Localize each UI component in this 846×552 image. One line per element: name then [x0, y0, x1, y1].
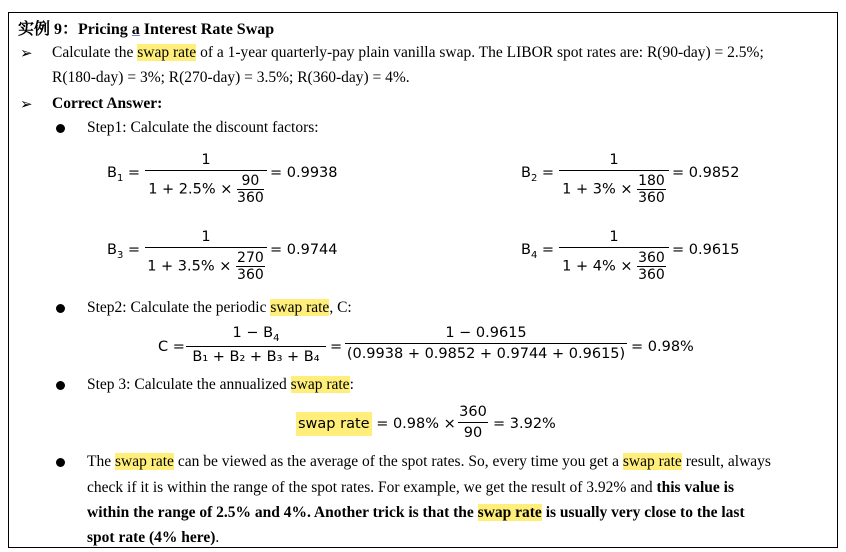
swap-fraction: 360 90	[459, 404, 487, 441]
arrow-bullet-icon: ➢	[20, 97, 33, 113]
c-equals: =	[330, 339, 343, 355]
b1-result: = 0.9938	[270, 165, 338, 181]
swap-result: = 3.92%	[493, 416, 556, 432]
bullet-icon	[56, 458, 65, 467]
cropped-top-text	[560, 0, 830, 4]
b2-result: = 0.9852	[672, 165, 740, 181]
step3-text: Step 3: Calculate the annualized swap rate:	[87, 376, 354, 393]
swap-formula: swap rate = 0.98% ×	[296, 416, 456, 432]
note-line-3: within the range of 2.5% and 4%. Another trick is that the swap rate is usually very close to the last	[87, 504, 745, 521]
b1-fraction: 1 1 + 2.5% × $\frac{90}{360}$	[145, 152, 267, 206]
b1-label: $B_1$ =	[107, 165, 141, 184]
c-lhs: C =	[158, 339, 185, 355]
arrow-bullet-icon: ➢	[20, 46, 33, 62]
note-line-2: check if it is within the range of the spot rates. For example, we get the result of 3.92% and this value is	[87, 479, 734, 496]
bullet-icon	[56, 124, 65, 133]
b4-fraction: 1 1 + 4% × $\frac{360}{360}$	[559, 229, 669, 283]
page-title: 实例 9：Pricing a Interest Rate Swap	[18, 21, 275, 38]
note-line-4: spot rate (4% here).	[87, 529, 220, 546]
answer-label: Correct Answer:	[52, 95, 163, 112]
note-line-1: The swap rate can be viewed as the average of the spot rates. So, every time you get a swap rate result, always	[87, 453, 771, 470]
step2-text: Step2: Calculate the periodic swap rate, C:	[87, 299, 352, 316]
bullet-icon	[56, 304, 65, 313]
bullet-icon	[56, 381, 65, 390]
b3-result: = 0.9744	[270, 242, 338, 258]
question-line-1: Calculate the swap rate of a 1-year quarterly-pay plain vanilla swap. The LIBOR spot rates are: R(90-day) = 2.5%;	[52, 44, 764, 61]
b4-result: = 0.9615	[672, 242, 740, 258]
b3-label: $B_3$ =	[107, 242, 141, 261]
b3-fraction: 1 1 + 3.5% × $\frac{270}{360}$	[145, 229, 267, 283]
c-result: = 0.98%	[631, 339, 694, 355]
b2-fraction: 1 1 + 3% × $\frac{180}{360}$	[559, 152, 669, 206]
c-fraction-2: 1 − 0.9615 (0.9938 + 0.9852 + 0.9744 + 0.9615)	[346, 325, 626, 362]
c-fraction-1: $1 - B_4$ B₁ + B₂ + B₃ + B₄	[186, 325, 326, 365]
question-line-2: R(180-day) = 3%; R(270-day) = 3.5%; R(360-day) = 4%.	[52, 69, 410, 86]
step1-text: Step1: Calculate the discount factors:	[87, 119, 319, 136]
b4-label: $B_4$ =	[521, 242, 555, 261]
b2-label: $B_2$ =	[521, 165, 555, 184]
